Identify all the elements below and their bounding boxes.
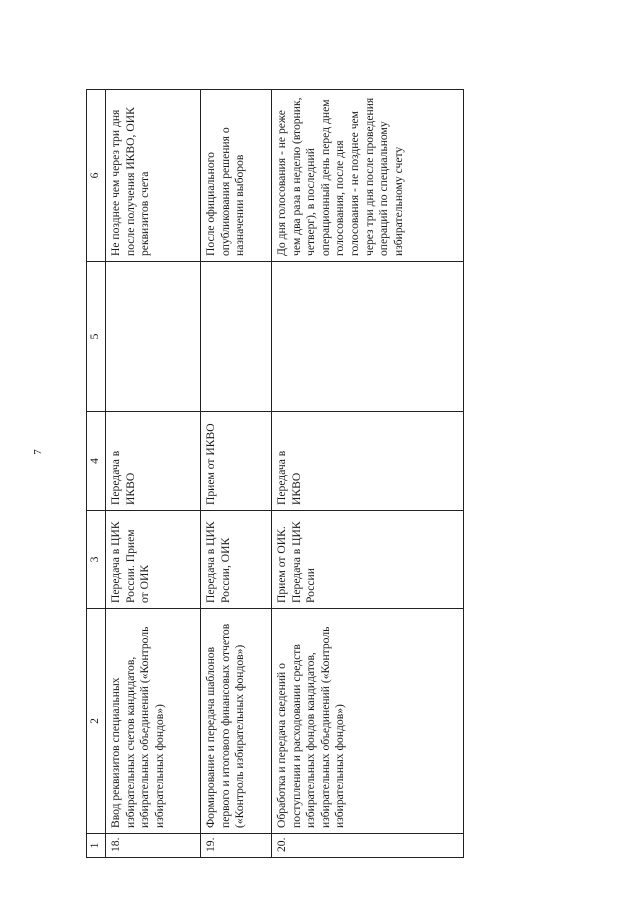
row-col-5	[272, 262, 464, 412]
row-operation-name: Ввод реквизитов специальных избирательных счетов кандидатов, избирательных объединений («Контроль избирательных фондов»)	[106, 609, 201, 834]
row-col-3: Прием от ОИК. Передача в ЦИК России	[272, 511, 464, 609]
row-number: 20.	[272, 834, 464, 858]
row-col-5	[201, 262, 272, 412]
row-deadline: Не позднее чем через три дня после получения ИКВО, ОИК реквизитов счета	[106, 90, 201, 262]
page-number: 7	[32, 449, 44, 455]
table-rotated-container	[86, 90, 466, 858]
schedule-table	[86, 89, 464, 858]
header-col-1: 1	[87, 834, 106, 858]
row-deadline: После официального опубликования решения о назначении выборов	[201, 90, 272, 262]
row-col-4: Передача в ИКВО	[272, 412, 464, 511]
table-row	[106, 90, 201, 858]
header-col-5: 5	[87, 262, 106, 412]
row-col-5	[106, 262, 201, 412]
row-number: 18.	[106, 834, 201, 858]
row-operation-name: Обработка и передача сведений о поступлении и расходовании средств избирательных фондов кандидатов, избирательных объединений («Контроль избирательных фондов»)	[272, 609, 464, 834]
header-col-6: 6	[87, 90, 106, 262]
header-col-4: 4	[87, 412, 106, 511]
row-operation-name: Формирование и передача шаблонов первого и итогового финансовых отчетов («Контроль избирательных фондов»)	[201, 609, 272, 834]
row-col-4: Прием от ИКВО	[201, 412, 272, 511]
row-col-4: Передача в ИКВО	[106, 412, 201, 511]
table-row	[201, 90, 272, 858]
table-header-row	[87, 90, 106, 858]
header-col-3: 3	[87, 511, 106, 609]
table-row	[272, 90, 464, 858]
header-col-2: 2	[87, 609, 106, 834]
row-number: 19.	[201, 834, 272, 858]
row-deadline: До дня голосования - не реже чем два раза в неделю (вторник, четверг), в последний операционный день перед днем голосования, после дня голосования - не позднее чем через три дня после проведения операций по специальному избирательному счету	[272, 90, 464, 262]
row-col-3: Передача в ЦИК России, ОИК	[201, 511, 272, 609]
row-col-3: Передача в ЦИК России. Прием от ОИК	[106, 511, 201, 609]
